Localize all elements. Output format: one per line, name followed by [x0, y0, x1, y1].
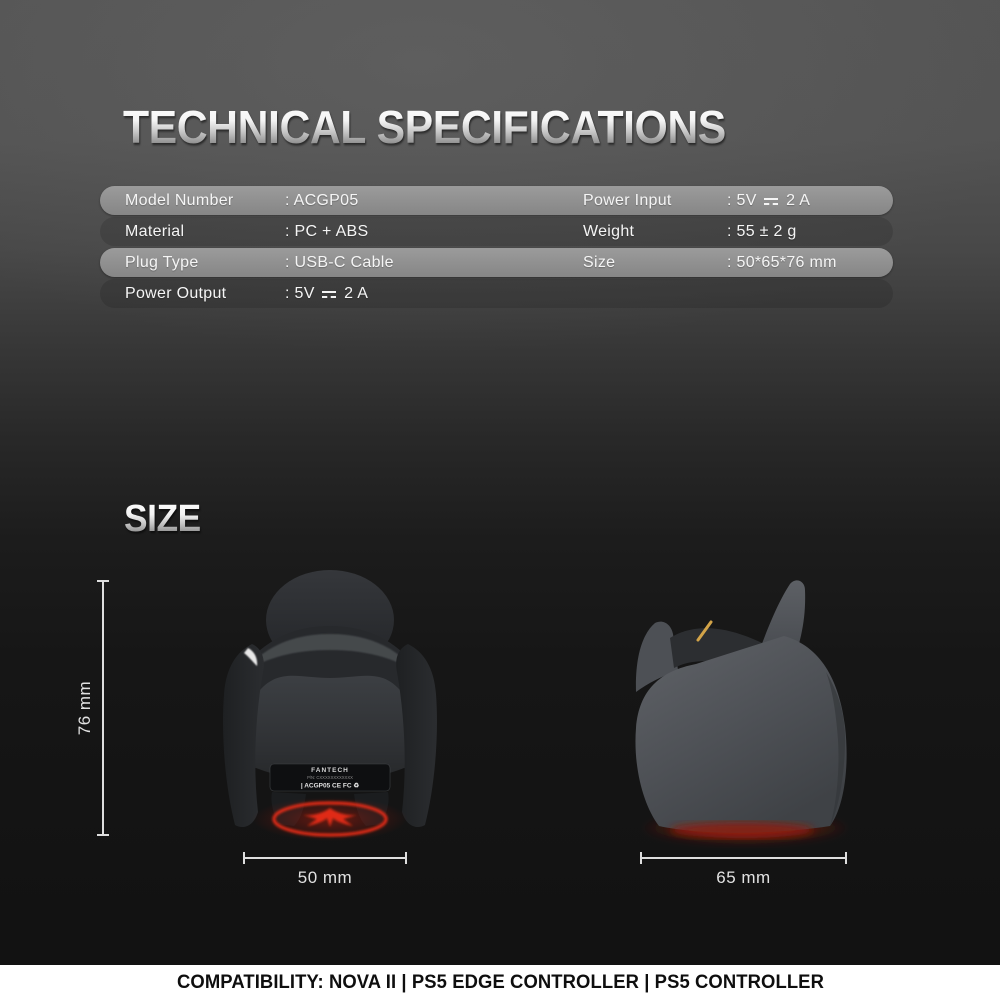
spec-value: : PC + ABS: [285, 222, 369, 240]
spec-label: Power Output: [125, 284, 227, 302]
side-underglow-core: [670, 822, 814, 838]
spec-value: : 50*65*76 mm: [727, 253, 837, 271]
height-dimension-line: [102, 580, 104, 836]
spec-value: : ACGP05: [285, 191, 359, 209]
table-row: [100, 186, 893, 215]
spec-label: Model Number: [125, 191, 234, 209]
front-width-dimension-line: [243, 857, 407, 859]
spec-value: : 55 ± 2 g: [727, 222, 797, 240]
spec-label: Power Input: [583, 191, 672, 209]
plate-certifications: | ACGP05 CE FC ♻: [300, 782, 360, 790]
dc-power-icon: [764, 196, 778, 206]
height-dimension-label: 76 mm: [75, 680, 94, 736]
spec-value: : USB-C Cable: [285, 253, 394, 271]
spec-label: Weight: [583, 222, 635, 240]
spec-label: Material: [125, 222, 185, 240]
table-row: [100, 248, 893, 277]
spec-label: Size: [583, 253, 616, 271]
dock-label-plate: [270, 764, 390, 791]
spec-label: Plug Type: [125, 253, 199, 271]
page-title: TECHNICAL SPECIFICATIONS: [123, 101, 726, 153]
dock-side-view-image: [620, 576, 870, 852]
side-width-dimension-label: 65 mm: [716, 868, 771, 887]
dc-power-icon: [322, 289, 336, 299]
front-width-dimension-label: 50 mm: [297, 868, 353, 887]
spec-value: : 5V 2 A: [285, 284, 369, 302]
dock-front-view-image: [208, 556, 452, 850]
spec-table: [100, 186, 893, 310]
table-row: [100, 217, 893, 246]
table-row: [100, 279, 893, 308]
side-width-dimension-line: [640, 857, 847, 859]
compatibility-bar: [0, 965, 1000, 1000]
plate-part-number: P/N: CXXXXXXXXXXXX: [307, 775, 353, 780]
size-section-title: SIZE: [124, 498, 201, 540]
compatibility-text: COMPATIBILITY: NOVA II | PS5 EDGE CONTROLLER | PS5 CONTROLLER: [176, 971, 824, 993]
spec-value: : 5V 2 A: [727, 191, 811, 209]
brand-logo-text: FANTECH: [311, 767, 349, 774]
